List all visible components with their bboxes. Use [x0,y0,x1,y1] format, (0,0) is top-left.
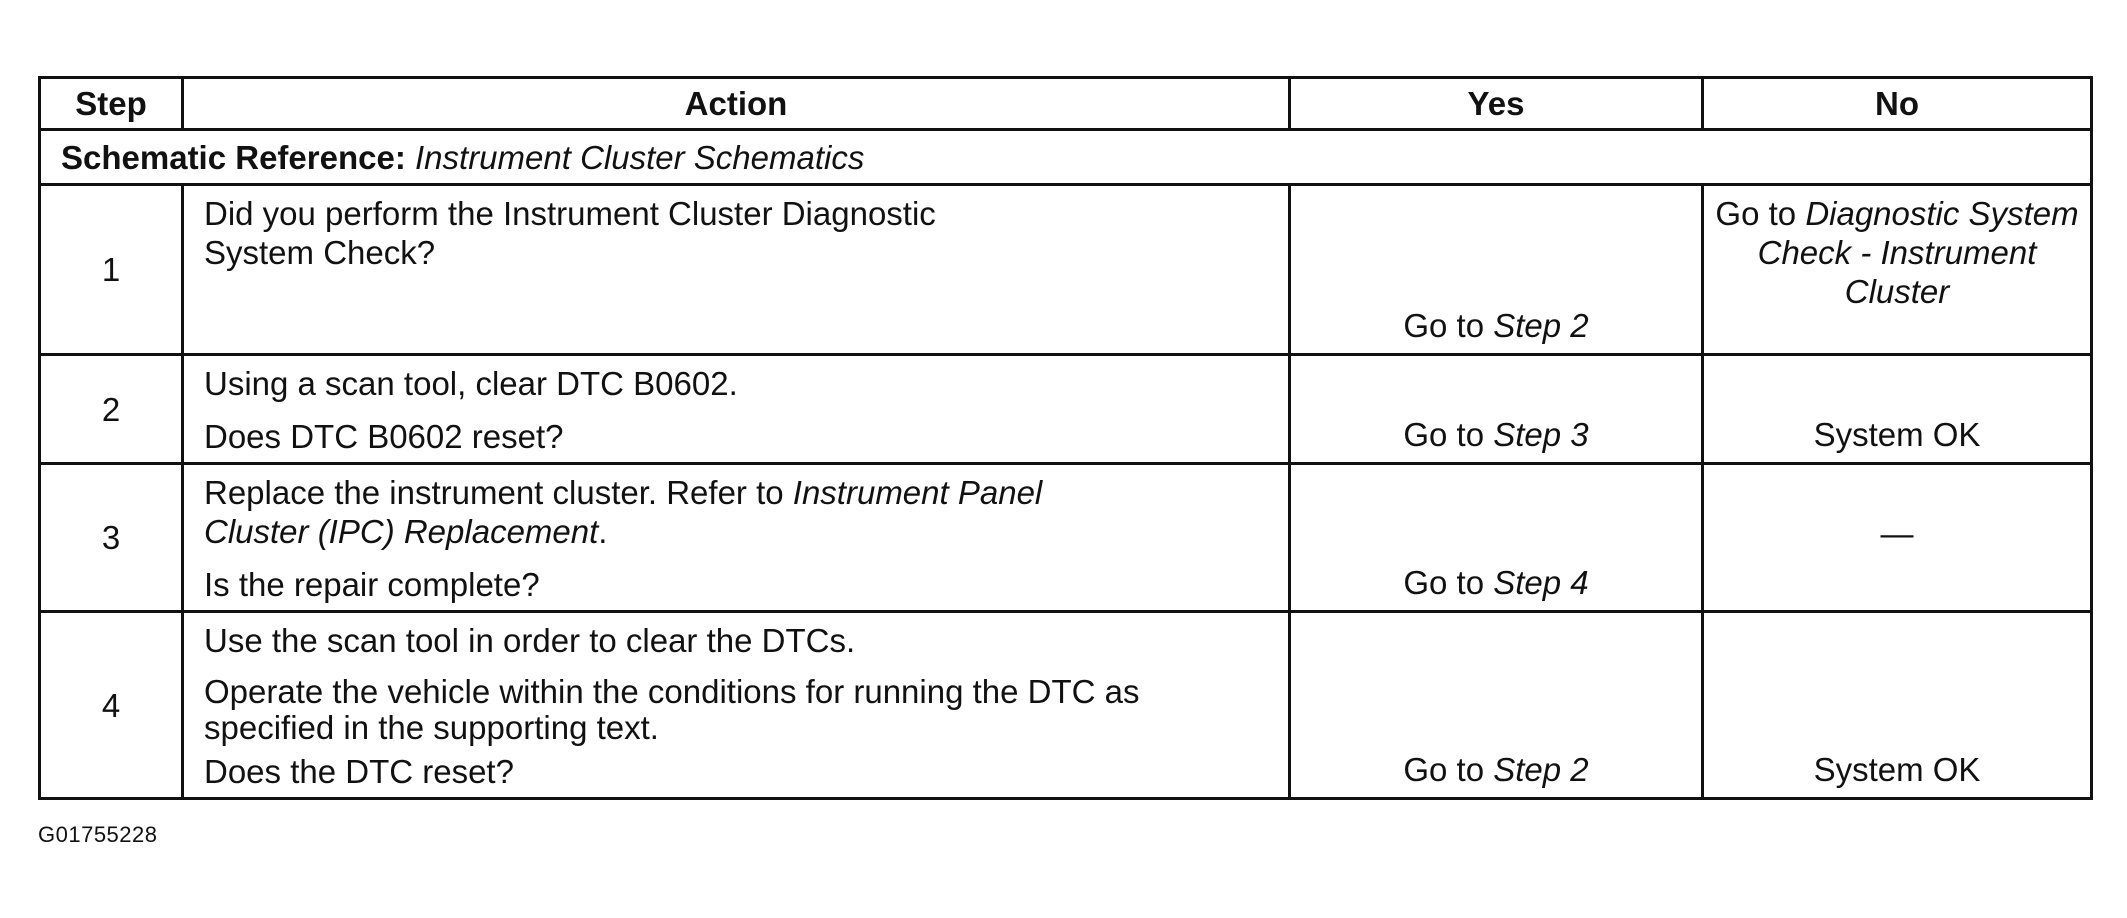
yes-prefix: Go to [1403,564,1494,601]
schematic-row [40,130,2092,185]
no-cell [1703,185,2092,355]
step-number: 2 [40,355,183,464]
yes-prefix: Go to [1403,416,1494,453]
action-question: Does DTC B0602 reset? [204,418,564,455]
action-cell [183,464,1290,612]
no-cell: System OK [1703,612,2092,799]
step-number: 4 [40,612,183,799]
yes-prefix: Go to [1403,751,1494,788]
action-text: Operate the vehicle within the conditions for running the DTC as specified in the supporting text. [204,673,1140,746]
diagnostic-table [38,76,2093,800]
yes-step-link[interactable]: Step 4 [1493,564,1589,601]
step-number: 3 [40,464,183,612]
yes-step-link[interactable]: Step 2 [1493,751,1589,788]
yes-cell [1290,464,1703,612]
step-number: 1 [40,185,183,355]
table-row [40,355,2092,464]
table-row [40,464,2092,612]
header-action: Action [183,78,1290,130]
header-row [40,78,2092,130]
schematic-reference [40,130,2092,185]
action-question: Does the DTC reset? [204,753,514,790]
action-suffix: . [598,513,608,550]
action-question: Is the repair complete? [204,566,540,603]
no-procedure-link[interactable]: Diagnostic System Check - Instrument Cluster [1757,195,2079,310]
table-row [40,185,2092,355]
yes-cell [1290,355,1703,464]
no-prefix: Go to [1715,195,1806,232]
no-cell: — [1703,464,2092,612]
schematic-label: Schematic Reference: [61,138,406,176]
no-cell: System OK [1703,355,2092,464]
yes-cell [1290,612,1703,799]
action-cell [183,185,1290,355]
action-text: Using a scan tool, clear DTC B0602. [204,365,738,402]
table-row [40,612,2092,799]
action-cell [183,355,1290,464]
action-text: Use the scan tool in order to clear the DTCs. [204,622,856,659]
yes-cell [1290,185,1703,355]
yes-step-link[interactable]: Step 3 [1493,416,1589,453]
action-prefix: Replace the instrument cluster. Refer to [204,474,793,511]
action-text: Did you perform the Instrument Cluster Diagnostic System Check? [204,195,936,271]
yes-prefix: Go to [1403,307,1494,344]
figure-id: G01755228 [38,822,158,847]
yes-step-link[interactable]: Step 2 [1493,307,1589,344]
header-step: Step [40,78,183,130]
action-cell [183,612,1290,799]
schematic-link[interactable]: Instrument Cluster Schematics [415,138,865,176]
header-no: No [1703,78,2092,130]
header-yes: Yes [1290,78,1703,130]
action-procedure-link[interactable]: Instrument Panel Cluster (IPC) Replacement [204,474,1043,550]
action-text [204,473,1124,551]
